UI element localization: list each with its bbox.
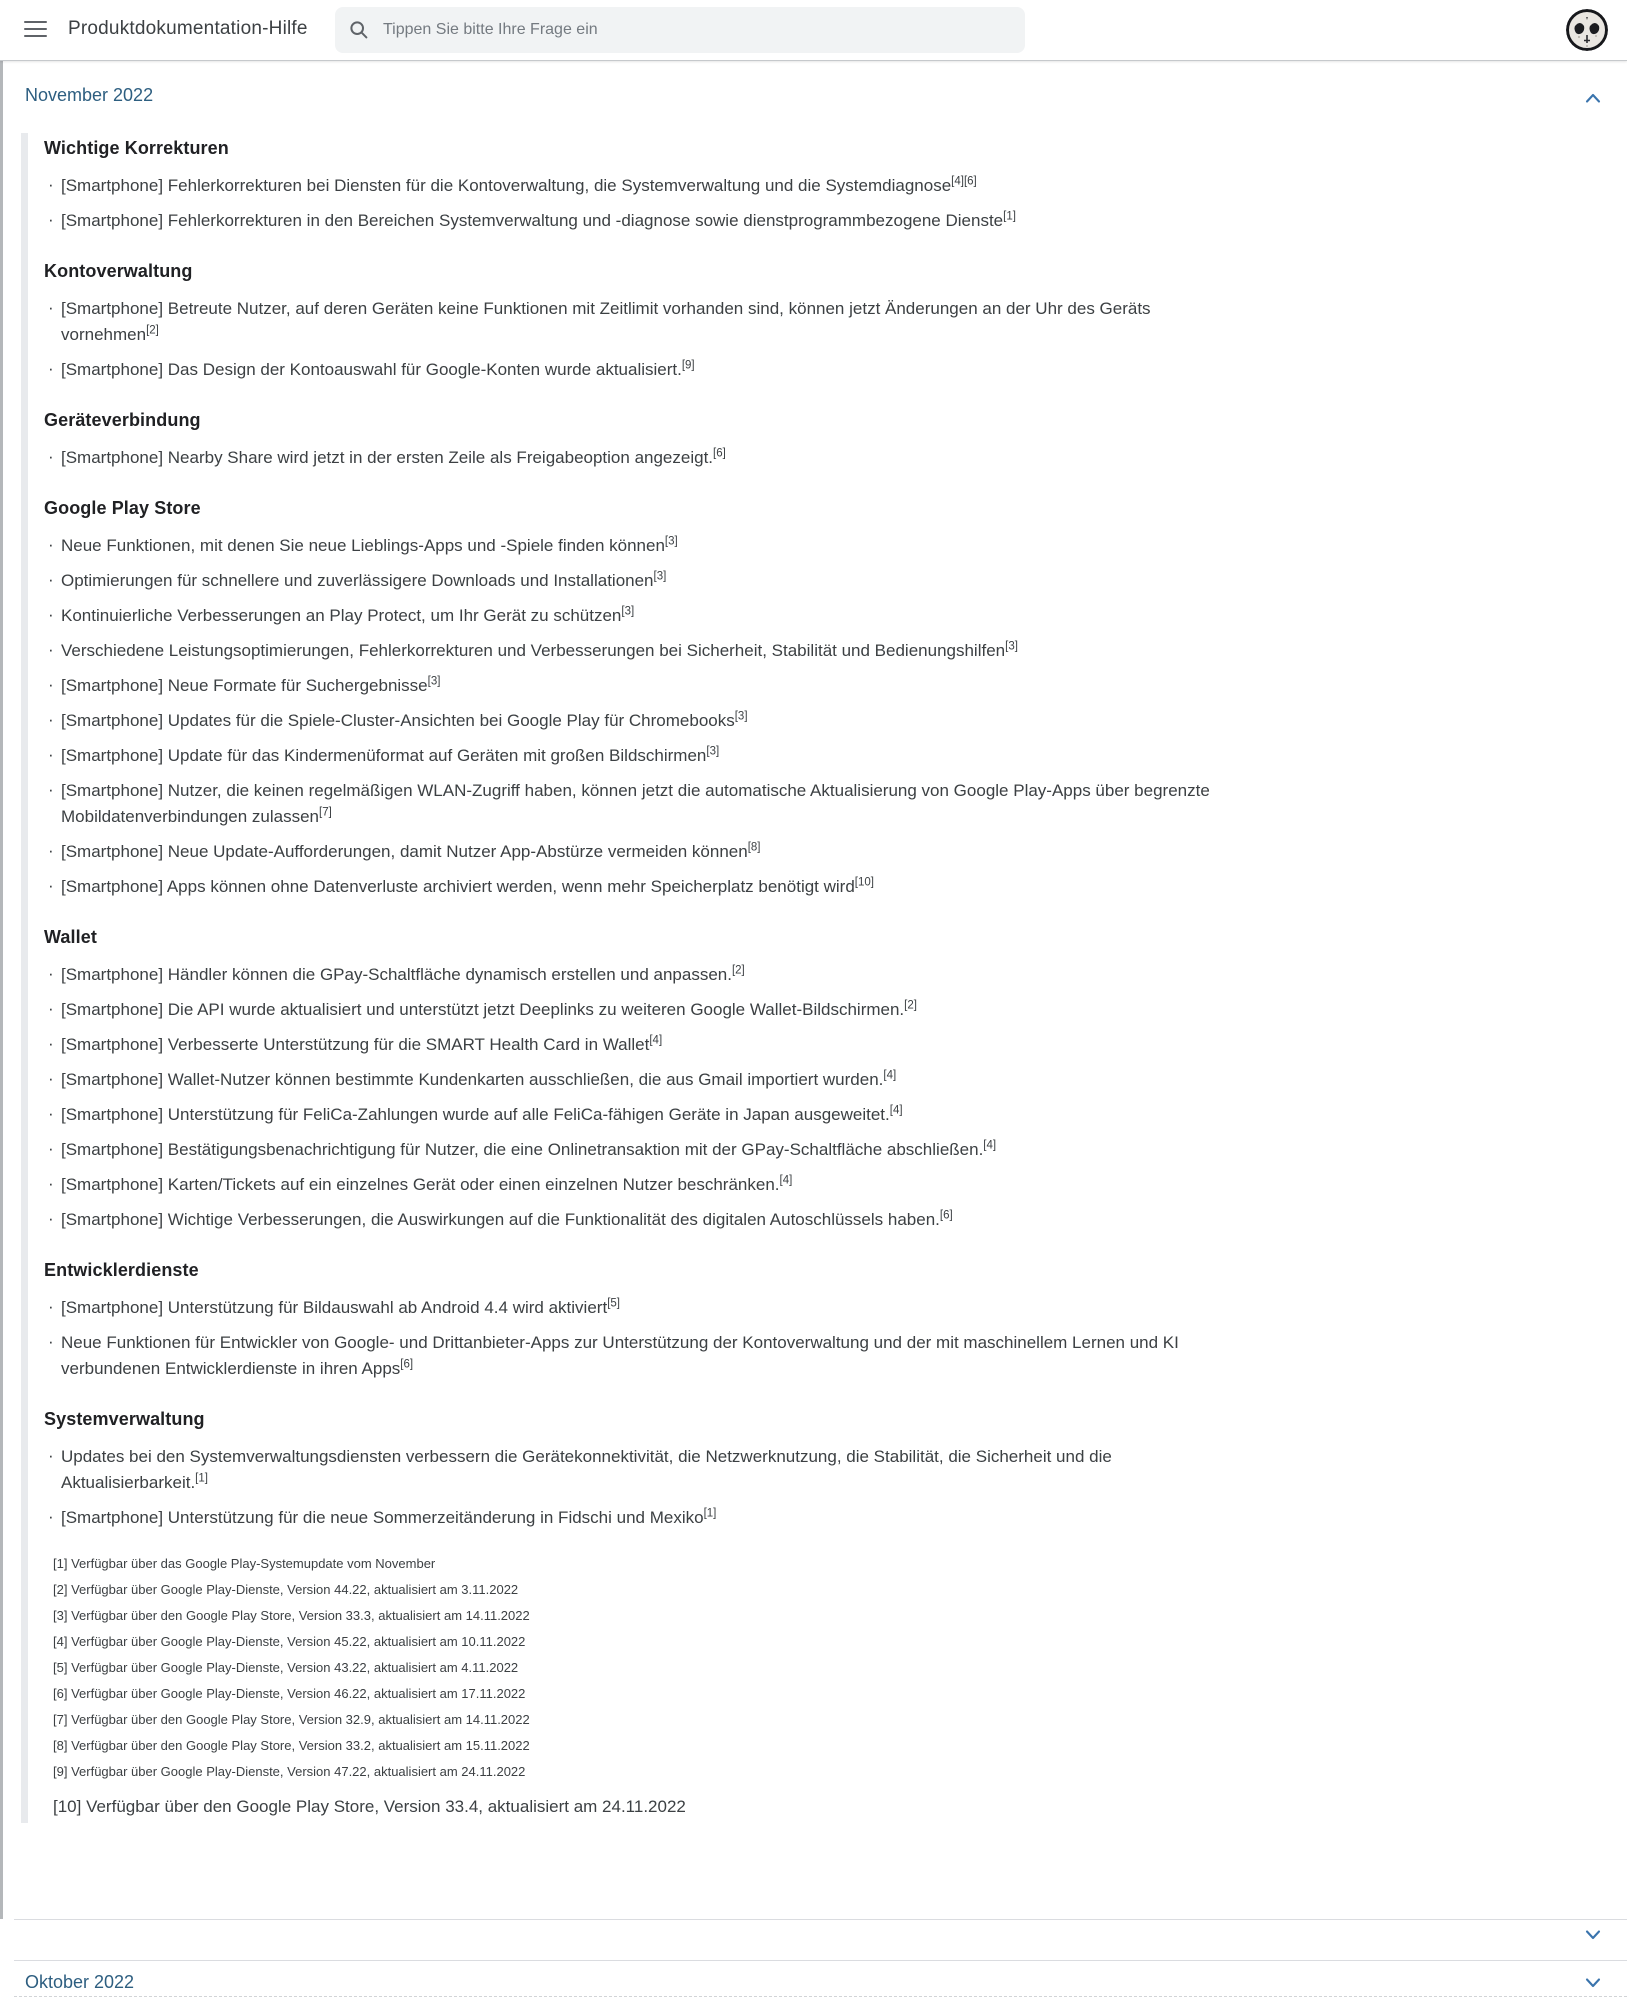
list-item: · [Smartphone] Unterstützung für Bildauswahl ab Android 4.4 wird aktiviert[5] [61,1295,1226,1321]
footnote-ref: [3] [1005,640,1018,653]
list-item: · [Smartphone] Unterstützung für FeliCa-Zahlungen wurde auf alle FeliCa-fähigen Geräte in Japan ausgeweitet.[4] [61,1102,1226,1128]
footnote-ref: [7] [319,806,332,819]
footnote-ref: [5] [607,1297,620,1310]
list-item: · Neue Funktionen, mit denen Sie neue Lieblings-Apps und -Spiele finden können[3] [61,533,1226,559]
footnote-ref: [4][6] [951,175,977,188]
list-item: · [Smartphone] Wichtige Verbesserungen, die Auswirkungen auf die Funktionalität des digitalen Autoschlüssels haben.[6] [61,1207,1226,1233]
footnote: [6] Verfügbar über Google Play-Dienste, Version 46.22, aktualisiert am 17.11.2022 [53,1686,526,1701]
footnote: [9] Verfügbar über Google Play-Dienste, Version 47.22, aktualisiert am 24.11.2022 [53,1764,526,1779]
chevron-up-icon[interactable] [1585,93,1601,103]
list-item: · [Smartphone] Händler können die GPay-Schaltfläche dynamisch erstellen und anpassen.[2] [61,962,1226,988]
section-heading: Kontoverwaltung [44,261,193,281]
footnote: [8] Verfügbar über den Google Play Store, Version 33.2, aktualisiert am 15.11.2022 [53,1738,530,1753]
footnote: [3] Verfügbar über den Google Play Store, Version 33.3, aktualisiert am 14.11.2022 [53,1608,530,1623]
list-item: · [Smartphone] Update für das Kindermenüformat auf Geräten mit großen Bildschirmen[3] [61,743,1226,769]
list-item: · [Smartphone] Neue Formate für Suchergebnisse[3] [61,673,1226,699]
footnote-ref: [4] [889,1104,903,1117]
list-item: · [Smartphone] Fehlerkorrekturen bei Diensten für die Kontoverwaltung, die Systemverwaltung und die Systemdiagnose[4][6] [61,173,1226,199]
footnote-ref: [3] [427,675,441,688]
list-item: · [Smartphone] Fehlerkorrekturen in den Bereichen Systemverwaltung und -diagnose sowie dienstprogrammbezogene Dienste[1] [61,208,1226,234]
list-item: · [Smartphone] Neue Update-Aufforderungen, damit Nutzer App-Abstürze vermeiden können[8] [61,839,1226,865]
list-item: · Updates bei den Systemverwaltungsdiensten verbessern die Gerätekonnektivität, die Netzwerknutzung, die Stabilität, die Sicherheit und die Aktualisierbarkeit.[1] [61,1444,1226,1496]
menu-icon[interactable] [24,21,47,38]
divider [14,1919,1627,1920]
section-heading: Google Play Store [44,498,201,518]
footnote: [1] Verfügbar über das Google Play-Systemupdate vom November [53,1556,436,1571]
footnote-ref: [4] [983,1139,997,1152]
list-item: · Verschiedene Leistungsoptimierungen, Fehlerkorrekturen und Verbesserungen bei Sicherheit, Stabilität und Bedienungshilfen[3] [61,638,1226,664]
search-box[interactable] [335,7,1025,53]
list-item: · [Smartphone] Updates für die Spiele-Cluster-Ansichten bei Google Play für Chromebooks[3] [61,708,1226,734]
list-item: · [Smartphone] Nearby Share wird jetzt in der ersten Zeile als Freigabeoption angezeigt.[6] [61,445,1226,471]
footnote-ref: [3] [706,745,720,758]
list-item: · Optimierungen für schnellere und zuverlässigere Downloads und Installationen[3] [61,568,1226,594]
app-header [0,0,1627,61]
list-item: · [Smartphone] Nutzer, die keinen regelmäßigen WLAN-Zugriff haben, können jetzt die automatische Aktualisierung von Google Play-Apps über begrenzte Mobildatenverbindungen zulassen[7] [61,778,1226,830]
chevron-down-icon[interactable] [1585,1930,1601,1940]
bullet-list [44,173,1627,234]
section-heading: Systemverwaltung [44,1409,205,1429]
bullet-list [44,1295,1627,1382]
footnote-ref: [8] [747,841,761,854]
footnote-ref: [4] [649,1034,663,1047]
footnote-ref: [10] [854,876,874,889]
footnote-ref: [2] [904,999,917,1012]
sections [44,137,1627,1531]
footnote-ref: [3] [621,605,635,618]
month-label-november[interactable]: November 2022 [25,85,154,105]
footnote-ref: [6] [713,447,726,460]
bullet-list [44,533,1627,900]
list-item: · [Smartphone] Die API wurde aktualisiert und unterstützt jetzt Deeplinks zu weiteren Google Wallet-Bildschirmen.[2] [61,997,1226,1023]
release-notes-quote [21,133,1627,1823]
footnote-ref: [6] [400,1358,414,1371]
bullet-list [44,962,1627,1233]
list-item: · [Smartphone] Wallet-Nutzer können bestimmte Kundenkarten ausschließen, die aus Gmail importiert wurden.[4] [61,1067,1226,1093]
release-notes-panel [0,61,1627,1823]
footnote: [2] Verfügbar über Google Play-Dienste, Version 44.22, aktualisiert am 3.11.2022 [53,1582,519,1597]
list-item: · [Smartphone] Betreute Nutzer, auf deren Geräten keine Funktionen mit Zeitlimit vorhanden sind, können jetzt Änderungen an der Uhr des Geräts vornehmen[2] [61,296,1226,348]
section-heading: Geräteverbindung [44,410,201,430]
search-icon [349,20,369,40]
app-title: Produktdokumentation-Hilfe [68,18,308,39]
search-input[interactable] [381,20,1011,40]
divider [14,1960,1627,1961]
list-item: · [Smartphone] Karten/Tickets auf ein einzelnes Gerät oder einen einzelnen Nutzer beschränken.[4] [61,1172,1226,1198]
list-item: · Kontinuierliche Verbesserungen an Play Protect, um Ihr Gerät zu schützen[3] [61,603,1226,629]
footnote: [4] Verfügbar über Google Play-Dienste, Version 45.22, aktualisiert am 10.11.2022 [53,1634,526,1649]
list-item: · [Smartphone] Apps können ohne Datenverluste archiviert werden, wenn mehr Speicherplatz benötigt wird[10] [61,874,1226,900]
month-label-oktober[interactable]: Oktober 2022 [25,1972,135,1992]
footnote: [5] Verfügbar über Google Play-Dienste, Version 43.22, aktualisiert am 4.11.2022 [53,1660,519,1675]
footnote-ref: [3] [653,570,667,583]
bullet-list [44,296,1627,383]
footnote-ref: [2] [146,324,159,337]
footnote-ref: [3] [734,710,748,723]
section-heading: Entwicklerdienste [44,1260,199,1280]
footnote: [7] Verfügbar über den Google Play Store, Version 32.9, aktualisiert am 14.11.2022 [53,1712,530,1727]
footnote-ref: [2] [731,964,745,977]
section-heading: Wallet [44,927,97,947]
list-item: · [Smartphone] Unterstützung für die neue Sommerzeitänderung in Fidschi und Mexiko[1] [61,1505,1226,1531]
footnote-ref: [4] [779,1174,793,1187]
list-item: · [Smartphone] Verbesserte Unterstützung für die SMART Health Card in Wallet[4] [61,1032,1226,1058]
avatar[interactable] [1566,9,1608,51]
footnote-ref: [1] [1003,210,1016,223]
list-item: · Neue Funktionen für Entwickler von Google- und Drittanbieter-Apps zur Unterstützung der Kontoverwaltung und der mit maschinellem Lernen und KI verbundenen Entwicklerdienste in ihren Apps[6] [61,1330,1226,1382]
section-heading: Wichtige Korrekturen [44,138,229,158]
footnote-ref: [1] [195,1472,208,1485]
footnote-ref: [1] [703,1507,717,1520]
list-item: · [Smartphone] Das Design der Kontoauswahl für Google-Konten wurde aktualisiert.[9] [61,357,1226,383]
month-header-november[interactable] [25,85,1627,111]
footnotes [53,1553,1627,1819]
bullet-list [44,1444,1627,1531]
list-item: · [Smartphone] Bestätigungsbenachrichtigung für Nutzer, die eine Onlinetransaktion mit der GPay-Schaltfläche abschließen.[4] [61,1137,1226,1163]
footnote-ref: [9] [681,359,695,372]
footnote-ref: [4] [883,1069,897,1082]
footnote-ref: [6] [939,1209,953,1222]
bullet-list [44,445,1627,471]
footnote: [10] Verfügbar über den Google Play Store, Version 33.4, aktualisiert am 24.11.2022 [53,1797,686,1816]
chevron-down-icon[interactable] [1585,1978,1601,1988]
divider [14,1996,1627,1997]
footnote-ref: [3] [664,535,678,548]
